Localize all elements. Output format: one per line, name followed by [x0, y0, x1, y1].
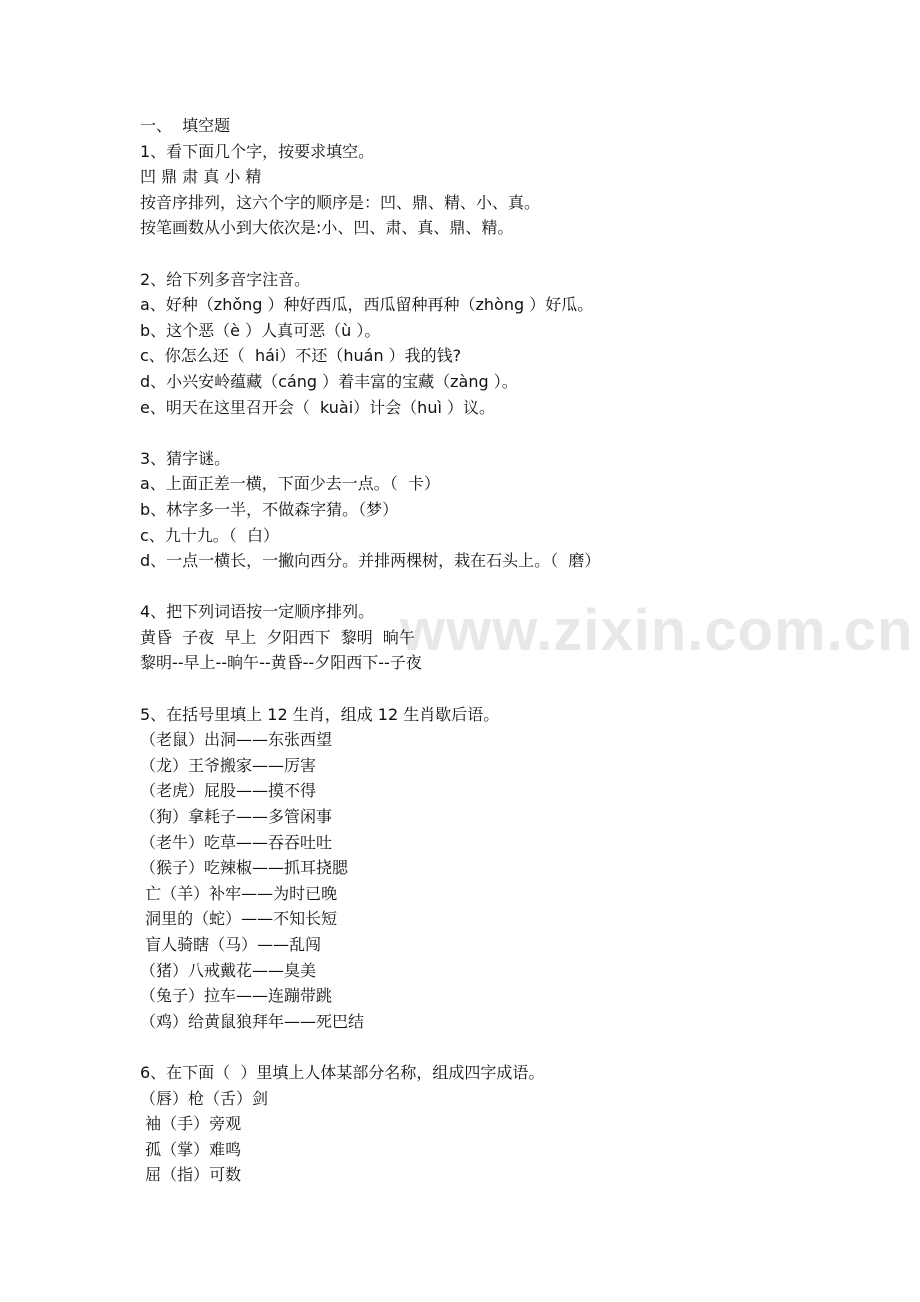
- question-3: [140, 446, 860, 574]
- question-3-item-c: c、九十九。（ 白）: [140, 525, 279, 545]
- question-4-words: 黄昏 子夜 早上 夕阳西下 黎明 晌午: [140, 627, 415, 647]
- question-5-title: 5、在括号里填上 12 生肖，组成 12 生肖歇后语。: [140, 704, 500, 724]
- question-5-item: （兔子）拉车——连蹦带跳: [140, 986, 333, 1006]
- question-2-item-b: b、这个恶（è ）人真可恶（ù ）。: [140, 320, 381, 340]
- question-1-answer-pinyin-order: 按音序排列，这六个字的顺序是：凹、鼎、精、小、真。: [140, 192, 541, 212]
- spacer: [140, 241, 860, 267]
- question-1-answer-stroke-order: 按笔画数从小到大依次是:小、凹、肃、真、鼎、精。: [140, 218, 514, 238]
- question-5-item: （老虎）屁股——摸不得: [140, 781, 317, 801]
- spacer: [140, 574, 860, 600]
- question-3-title: 3、猜字谜。: [140, 448, 231, 468]
- spacer: [140, 1034, 860, 1060]
- watermark: www.zixin.com.cn: [400, 598, 914, 663]
- question-6-title: 6、在下面（ ）里填上人体某部分名称，组成四字成语。: [140, 1062, 545, 1082]
- question-5-item: （龙）王爷搬家——厉害: [140, 755, 317, 775]
- spacer: [140, 676, 860, 702]
- question-4: [140, 599, 860, 676]
- question-5-item: 亡（羊）补牢——为时已晚: [140, 883, 338, 903]
- question-3-item-b: b、林字多一半，不做森字猜。（梦）: [140, 499, 399, 519]
- question-5-item: （猴子）吃辣椒——抓耳挠腮: [140, 858, 349, 878]
- question-1-title: 1、看下面几个字，按要求填空。: [140, 141, 375, 161]
- question-2-item-e: e、明天在这里召开会（ kuài）计会（huì ）议。: [140, 397, 495, 417]
- section-heading: [140, 113, 860, 139]
- question-2-item-c: c、你怎么还（ hái）不还（huán ）我的钱?: [140, 346, 462, 366]
- question-6: [140, 1060, 860, 1188]
- question-4-answer: 黎明--早上--晌午--黄昏--夕阳西下--子夜: [140, 653, 422, 673]
- question-6-item: 袖（手）旁观: [140, 1114, 242, 1134]
- question-6-item: 孤（掌）难鸣: [140, 1139, 242, 1159]
- question-5-item: （狗）拿耗子——多管闲事: [140, 807, 333, 827]
- spacer: [140, 420, 860, 446]
- question-5: [140, 702, 860, 1035]
- question-2: [140, 267, 860, 421]
- heading-fill-blank: 一、 填空题: [140, 116, 231, 135]
- question-1: [140, 139, 860, 241]
- question-1-characters: 凹 鼎 肃 真 小 精: [140, 167, 262, 187]
- question-2-title: 2、给下列多音字注音。: [140, 269, 311, 289]
- question-5-item: （老牛）吃草——吞吞吐吐: [140, 832, 333, 852]
- question-3-item-a: a、上面正差一横，下面少去一点。（ 卡）: [140, 474, 440, 494]
- question-5-item: （鸡）给黄鼠狼拜年——死巴结: [140, 1011, 365, 1031]
- question-5-item: （猪）八戒戴花——臭美: [140, 960, 317, 980]
- question-5-item: 盲人骑瞎（马）——乱闯: [140, 935, 322, 954]
- question-5-item: 洞里的（蛇）——不知长短: [140, 909, 338, 929]
- question-3-item-d: d、一点一横长，一撇向西分。并排两棵树，栽在石头上。（ 磨）: [140, 551, 601, 571]
- document-body: [140, 113, 860, 1188]
- question-2-item-d: d、小兴安岭蕴藏（cáng ）着丰富的宝藏（zàng ）。: [140, 371, 518, 391]
- question-2-item-a: a、好种（zhǒng ）种好西瓜，西瓜留种再种（zhòng ）好瓜。: [140, 295, 594, 315]
- question-4-title: 4、把下列词语按一定顺序排列。: [140, 602, 375, 622]
- question-6-item: （唇）枪（舌）剑: [140, 1088, 269, 1108]
- question-5-item: （老鼠）出洞——东张西望: [140, 730, 333, 750]
- question-6-item: 屈（指）可数: [140, 1165, 242, 1185]
